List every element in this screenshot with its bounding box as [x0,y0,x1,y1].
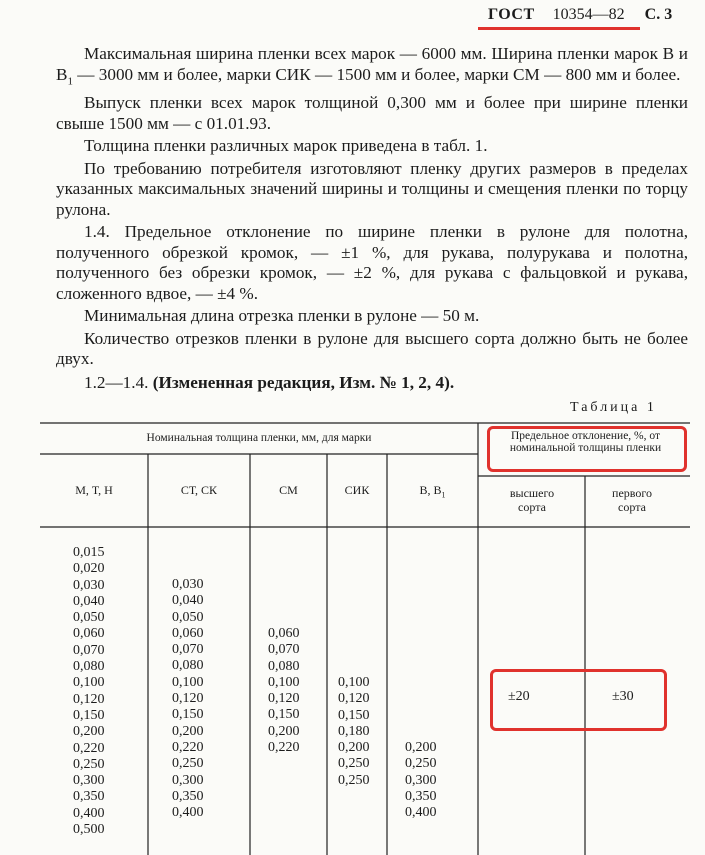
table-cell: 0,015 [73,545,105,560]
table-cell: 0,050 [172,609,204,625]
table-cell: 0,080 [172,658,204,674]
col-header-stsk: СТ, СК [180,483,218,497]
table-cell: 0,120 [73,691,105,707]
table-cell: 0,220 [172,739,204,755]
table-cell: 0,200 [338,740,370,756]
table-cell: 0,200 [268,723,300,739]
paragraph-min-length: Минимальная длина отрезка пленки в рулоне — 50 м. [84,306,480,326]
table-cell: 0,080 [73,659,105,675]
column-stsk-values [172,577,204,821]
tolerance-highlight [490,669,667,731]
table-cell: 0,400 [172,805,204,821]
standard-number: 10354—82 [552,6,625,23]
table-cell: 0,200 [73,724,105,740]
table-cell: 0,250 [338,756,370,772]
col-header-sm: СМ [279,483,298,497]
paragraph-release: Выпуск пленки всех марок толщиной 0,300 мм и более при ширине пленки свыше 1500 мм — с 01.01.93. [56,93,688,133]
table-cell: 0,150 [172,707,204,723]
table-cell: 0,350 [73,789,105,805]
table-cell: 0,300 [405,772,437,788]
table-cell: 0,030 [172,577,204,592]
col-header-vv1: В, $В_1$ [419,483,446,500]
table-cell: 0,120 [268,691,300,707]
table-cell: 0,400 [73,805,105,821]
col-header-top-grade: высшего сорта [509,486,555,514]
table-cell: 0,500 [73,822,105,838]
page-number: С. 3 [644,6,673,23]
table-cell: 0,150 [338,707,370,723]
column-sik-values [338,675,370,789]
body-text [56,44,688,395]
paragraph-segment-count: Количество отрезков пленки в рулоне для высшего сорта должно быть не более двух. [56,328,688,369]
amendment-note: 1.2—1.4. (Измененная редакция, Изм. № 1, 2, 4). [84,372,455,392]
table-cell: 0,220 [268,740,300,756]
table-cell: 0,200 [172,723,204,739]
table-cell: 0,020 [73,561,105,577]
table-cell: 0,060 [172,625,204,641]
table-cell: 0,220 [73,740,105,756]
column-sm-values [268,626,300,756]
paragraph-customer-request: По требованию потребителя изготовляют пленку других размеров в пределах указанных максимальных значений ширины и толщины и смещения пленки по торцу рулона. [56,158,688,219]
table-cell: 0,100 [73,675,105,691]
table-cell: 0,200 [405,740,437,755]
deviation-header: Предельное отклонение, %, от номинальной толщины пленки [509,430,662,454]
deviation-header-highlight [487,426,687,472]
table-cell: 0,100 [268,674,300,690]
table-cell: 0,350 [172,788,204,804]
thickness-group-header: Номинальная толщина пленки, мм, для марки [146,432,372,444]
table-cell: 0,040 [172,593,204,609]
table-cell: 0,050 [73,610,105,626]
table-cell: 0,080 [268,658,300,674]
table-cell: 0,150 [268,707,300,723]
paragraph-max-width: Максимальная ширина пленки всех марок — 6000 мм. Ширина пленки марок В и $В_1$ — 3000 мм и более, марки СИК — 1500 мм и более, марки СМ — 800 мм и более. [56,44,688,87]
table-cell: 0,250 [73,756,105,772]
table-cell: 0,250 [405,756,437,772]
tolerance-top-grade: ±20 [508,689,530,704]
table-cell: 0,100 [172,674,204,690]
table-cell: 0,070 [172,642,204,658]
col-header-first-grade: первого сорта [612,486,652,514]
table-cell: 0,100 [338,675,370,690]
table-cell: 0,060 [268,626,300,641]
paragraph-thickness: Толщина пленки различных марок приведена в табл. 1. [84,136,488,156]
standard-label: ГОСТ [488,6,535,23]
tolerance-first-grade: ±30 [612,689,634,704]
table-cell: 0,120 [172,691,204,707]
table-cell: 0,070 [268,642,300,658]
table-cell: 0,350 [405,788,437,804]
table-caption: Таблица 1 [570,400,657,415]
table-cell: 0,180 [338,723,370,739]
header-highlight-underline [478,27,640,30]
table-cell: 0,250 [172,756,204,772]
column-vv1-values [405,740,437,821]
table-cell: 0,120 [338,691,370,707]
table-cell: 0,040 [73,593,105,609]
table-cell: 0,030 [73,577,105,593]
table-cell: 0,150 [73,707,105,723]
column-mtn-values [73,545,105,838]
table-cell: 0,060 [73,626,105,642]
page-header [488,6,672,24]
table-cell: 0,300 [172,772,204,788]
col-header-mtn: М, Т, Н [75,483,113,497]
table-cell: 0,250 [338,772,370,788]
table-cell: 0,070 [73,642,105,658]
col-header-sik: СИК [344,483,370,497]
table-cell: 0,400 [405,805,437,821]
paragraph-width-deviation: 1.4. Предельное отклонение по ширине пленки в рулоне для полотна, полученного обрезкой кромок, — ±1 %, для рукава, полурукава и полотна, полученного без обрезки кромок, — ±2 %, для рукава с фальцовкой и рукава, сложенного вдвое, — ±4 %. [56,222,688,303]
table-cell: 0,300 [73,773,105,789]
